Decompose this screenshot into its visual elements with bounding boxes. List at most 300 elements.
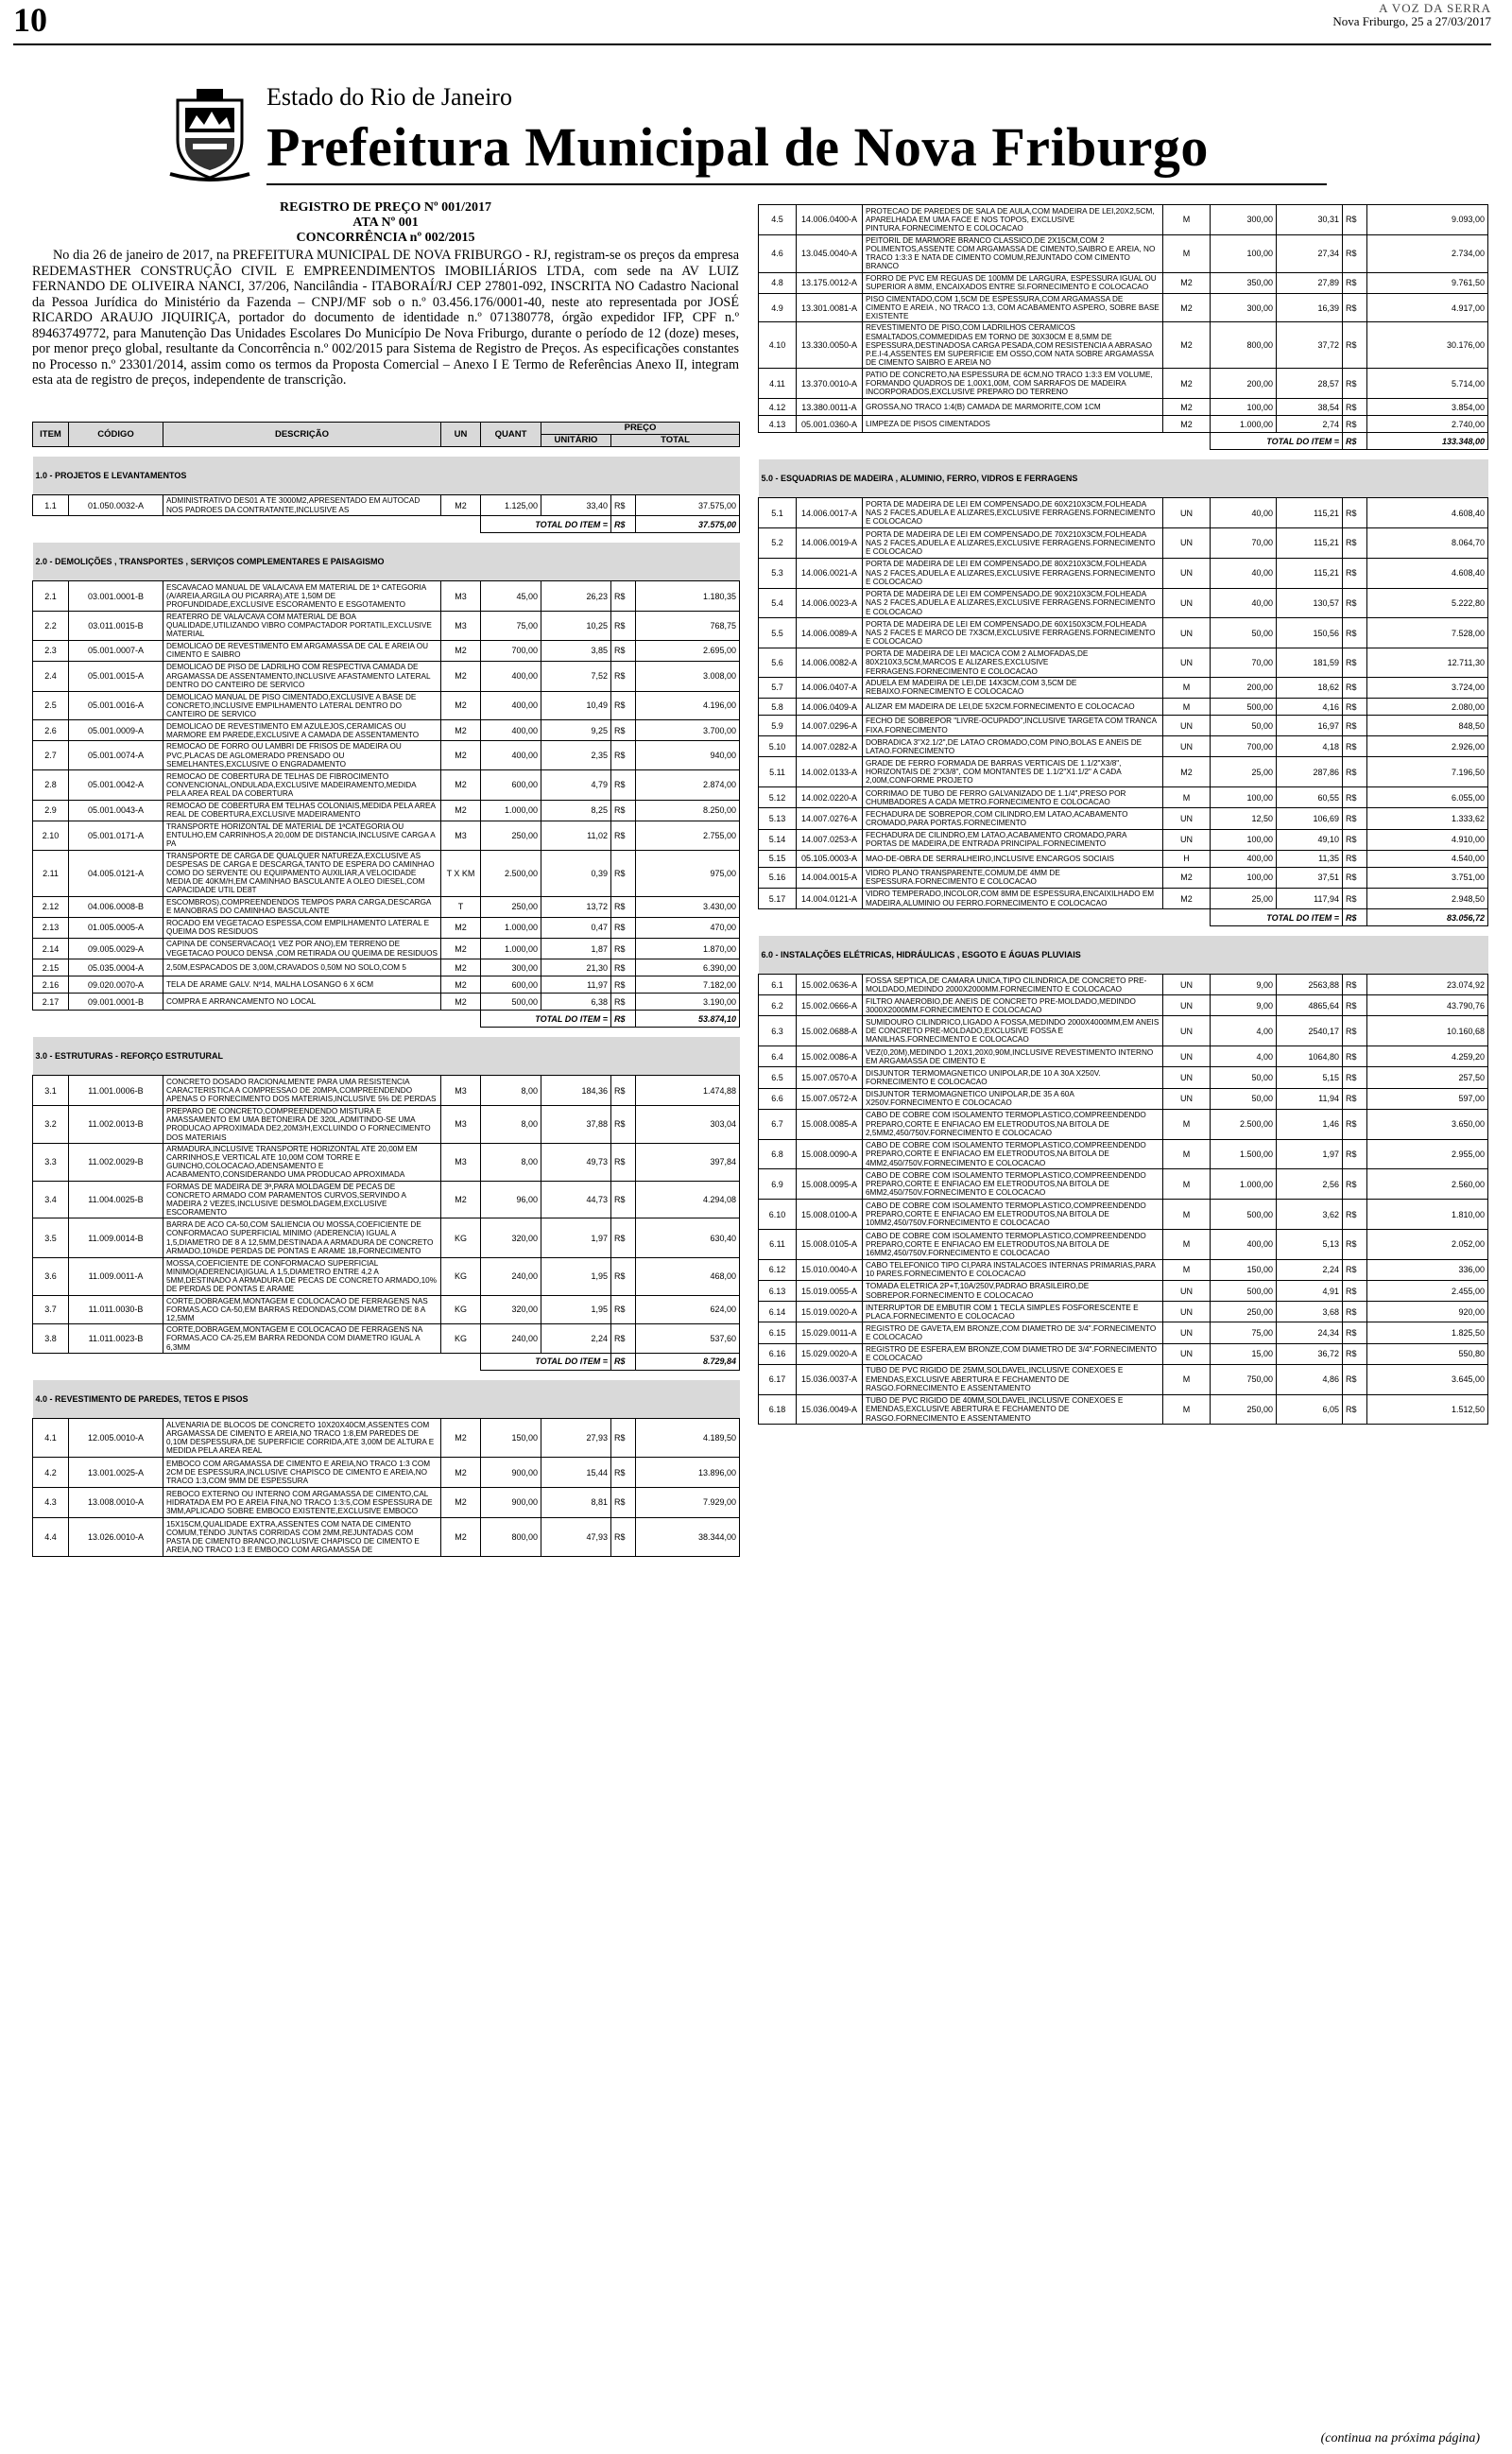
item-unit: M bbox=[1163, 1394, 1211, 1425]
item-total: 30.176,00 bbox=[1367, 322, 1488, 369]
currency-label: R$ bbox=[1343, 234, 1367, 272]
col-total: TOTAL bbox=[611, 435, 740, 447]
section-title: 1.0 - PROJETOS E LEVANTAMENTOS bbox=[33, 457, 740, 495]
currency-label: R$ bbox=[1343, 588, 1367, 618]
item-description: TRANSPORTE DE CARGA DE QUALQUER NATUREZA,EXCLUSIVE AS DESPESAS DE CARGA E DESCARGA,TANTO DE ESPERA DO CAMINHAO COMO DO SERVENTE OU EQUIPAMENTO AUXILIAR,A VELOCIDADE MEDIA DE 40KM/H,EM CAMINHAO BASCULANTE A OLEO DIESEL,COM CAPACIDADE UTIL DE8T bbox=[163, 850, 441, 896]
currency-label: R$ bbox=[611, 1517, 636, 1556]
total-label: TOTAL DO ITEM = bbox=[1211, 909, 1343, 926]
item-description: PEITORIL DE MARMORE BRANCO CLASSICO,DE 2X15CM,COM 2 POLIMENTOS,ASSENTE COM ARGAMASSA DE CIMENTO,SAIBRO E AREIA, NO TRACO 1:3:3 E NATA DE CIMENTO COMUM,REJUNTADO COM CIMENTO BRANCO bbox=[863, 234, 1163, 272]
item-total: 6.055,00 bbox=[1367, 787, 1488, 808]
item-total: 537,60 bbox=[636, 1324, 740, 1354]
section-title-row bbox=[33, 457, 740, 495]
item-quantity: 40,00 bbox=[1211, 498, 1277, 528]
item-unit: M2 bbox=[441, 691, 481, 720]
item-total: 4.917,00 bbox=[1367, 293, 1488, 322]
item-number: 6.6 bbox=[759, 1088, 797, 1109]
item-quantity: 12,50 bbox=[1211, 808, 1277, 829]
currency-label: R$ bbox=[611, 1076, 636, 1106]
table-row bbox=[759, 829, 1488, 850]
item-description: FORRO DE PVC EM REGUAS DE 100MM DE LARGURA, ESPESSURA IGUAL OU SUPERIOR A 8MM, ENCAIXADOS ENTRE SI.FORNECIMENTO E COLOCACAO bbox=[863, 272, 1163, 293]
item-total: 8.250,00 bbox=[636, 800, 740, 821]
item-quantity: 250,00 bbox=[481, 896, 541, 917]
item-number: 3.1 bbox=[33, 1076, 69, 1106]
item-unit-price: 60,55 bbox=[1277, 787, 1343, 808]
item-description: SUMIDOURO CILINDRICO,LIGADO A FOSSA,MEDINDO 2000X4000MM,EM ANEIS DE CONCRETO PRE-MOLDADO,EXCLUSIVE FOSSA E MANILHAS.FORNECIMENTO E COLOCACAO bbox=[863, 1016, 1163, 1046]
item-quantity: 1.000,00 bbox=[481, 800, 541, 821]
item-quantity: 70,00 bbox=[1211, 528, 1277, 559]
item-quantity: 75,00 bbox=[1211, 1322, 1277, 1343]
item-unit: M3 bbox=[441, 581, 481, 612]
item-description: CABO DE COBRE COM ISOLAMENTO TERMOPLASTICO,COMPREENDENDO PREPARO,CORTE E ENFIACAO EM ELETRODUTOS,NA BITOLA DE 4MM2,450/750V.FORNECIMENTO E COLOCACAO bbox=[863, 1139, 1163, 1169]
table-row bbox=[33, 1324, 740, 1354]
item-description: TOMADA ELETRICA 2P+T,10A/250V,PADRAO BRASILEIRO,DE SOBREPOR.FORNECIMENTO E COLOCACAO bbox=[863, 1281, 1163, 1302]
item-number: 6.5 bbox=[759, 1067, 797, 1088]
item-unit-price: 150,56 bbox=[1277, 618, 1343, 648]
item-quantity: 100,00 bbox=[1211, 787, 1277, 808]
currency-label: R$ bbox=[1343, 1067, 1367, 1088]
item-unit: M2 bbox=[1163, 369, 1211, 399]
item-quantity: 500,00 bbox=[481, 994, 541, 1011]
item-unit: M2 bbox=[441, 917, 481, 938]
table-row bbox=[759, 648, 1488, 678]
section-total-value: 8.729,84 bbox=[636, 1353, 740, 1370]
item-number: 6.4 bbox=[759, 1046, 797, 1067]
table-row bbox=[33, 1257, 740, 1295]
registry-number: REGISTRO DE PREÇO Nº 001/2017 bbox=[280, 200, 491, 215]
item-quantity: 320,00 bbox=[481, 1295, 541, 1324]
total-spacer bbox=[33, 516, 481, 533]
item-code: 13.370.0010-A bbox=[797, 369, 863, 399]
item-code: 15.008.0090-A bbox=[797, 1139, 863, 1169]
item-total: 13.896,00 bbox=[636, 1458, 740, 1488]
item-quantity: 500,00 bbox=[1211, 1200, 1277, 1230]
item-total: 470,00 bbox=[636, 917, 740, 938]
table-row bbox=[759, 322, 1488, 369]
item-quantity: 400,00 bbox=[1211, 1230, 1277, 1260]
item-description: MAO-DE-OBRA DE SERRALHEIRO,INCLUSIVE ENCARGOS SOCIAIS bbox=[863, 850, 1163, 867]
item-unit-price: 1,95 bbox=[541, 1257, 611, 1295]
item-quantity: 250,00 bbox=[481, 821, 541, 850]
item-description: FORMAS DE MADEIRA DE 3ª,PARA MOLDAGEM DE PECAS DE CONCRETO ARMADO COM PARAMENTOS CURVOS,SERVINDO A MADEIRA 2 VEZES,INCLUSIVE DESMOLDAGEM,EXCLUSIVE ESCORAMENTO bbox=[163, 1181, 441, 1218]
item-total: 4.196,00 bbox=[636, 691, 740, 720]
item-total: 975,00 bbox=[636, 850, 740, 896]
item-unit-price: 21,30 bbox=[541, 959, 611, 976]
section-gap bbox=[759, 926, 1488, 937]
item-quantity: 900,00 bbox=[481, 1488, 541, 1518]
item-total: 397,84 bbox=[636, 1143, 740, 1181]
total-label: TOTAL DO ITEM = bbox=[481, 516, 611, 533]
item-unit-price: 10,49 bbox=[541, 691, 611, 720]
item-code: 15.008.0085-A bbox=[797, 1109, 863, 1139]
currency-label: R$ bbox=[1343, 1259, 1367, 1280]
item-unit: M2 bbox=[441, 994, 481, 1011]
item-total: 5.222,80 bbox=[1367, 588, 1488, 618]
item-quantity: 1.000,00 bbox=[481, 938, 541, 959]
currency-label: R$ bbox=[1343, 757, 1367, 787]
col-quant: QUANT bbox=[481, 423, 541, 447]
item-unit-price: 37,51 bbox=[1277, 867, 1343, 888]
table-row bbox=[759, 588, 1488, 618]
currency-label: R$ bbox=[1343, 1302, 1367, 1322]
section-title-row bbox=[33, 1380, 740, 1419]
currency-label: R$ bbox=[1343, 399, 1367, 416]
item-number: 1.1 bbox=[33, 495, 69, 516]
item-code: 05.001.0042-A bbox=[69, 769, 163, 800]
currency-label: R$ bbox=[611, 821, 636, 850]
item-code: 14.006.0023-A bbox=[797, 588, 863, 618]
ata-number: ATA Nº 001 bbox=[352, 216, 419, 230]
col-un: UN bbox=[441, 423, 481, 447]
item-number: 6.10 bbox=[759, 1200, 797, 1230]
item-number: 5.9 bbox=[759, 716, 797, 736]
item-total: 4.259,20 bbox=[1367, 1046, 1488, 1067]
item-number: 2.6 bbox=[33, 720, 69, 741]
table-row bbox=[33, 640, 740, 661]
item-number: 6.14 bbox=[759, 1302, 797, 1322]
item-code: 11.004.0025-B bbox=[69, 1181, 163, 1218]
item-total: 2.955,00 bbox=[1367, 1139, 1488, 1169]
item-number: 2.15 bbox=[33, 959, 69, 976]
item-code: 15.002.0666-A bbox=[797, 995, 863, 1016]
table-row bbox=[759, 1200, 1488, 1230]
currency-label: R$ bbox=[611, 1257, 636, 1295]
table-row bbox=[759, 498, 1488, 528]
item-description: PORTA DE MADEIRA DE LEI MACICA COM 2 ALMOFADAS,DE 80X210X3,5CM,MARCOS E ALIZARES,EXCLUSIVE FERRAGENS.FORNECIMENTO E COLOCACAO bbox=[863, 648, 1163, 678]
currency-label: R$ bbox=[1343, 1200, 1367, 1230]
edition-date: Nova Friburgo, 25 a 27/03/2017 bbox=[1332, 14, 1491, 28]
currency-label: R$ bbox=[1343, 716, 1367, 736]
item-total: 3.650,00 bbox=[1367, 1109, 1488, 1139]
item-total: 9.761,50 bbox=[1367, 272, 1488, 293]
table-row bbox=[759, 1230, 1488, 1260]
item-code: 05.001.0015-A bbox=[69, 661, 163, 691]
item-total: 2.052,00 bbox=[1367, 1230, 1488, 1260]
table-row bbox=[33, 769, 740, 800]
item-description: FECHADURA DE SOBREPOR,COM CILINDRO,EM LATAO,ACABAMENTO CROMADO,PARA PORTAS.FORNECIMENTO bbox=[863, 808, 1163, 829]
item-number: 2.8 bbox=[33, 769, 69, 800]
item-code: 13.330.0050-A bbox=[797, 322, 863, 369]
currency-label: R$ bbox=[611, 1488, 636, 1518]
item-number: 2.11 bbox=[33, 850, 69, 896]
item-unit-price: 11,35 bbox=[1277, 850, 1343, 867]
item-unit: M2 bbox=[441, 1517, 481, 1556]
currency-label: R$ bbox=[1343, 808, 1367, 829]
item-total: 7.182,00 bbox=[636, 976, 740, 994]
item-description: VEZ(0,20M),MEDINDO 1,20X1,20X0,90M,INCLUSIVE REVESTIMENTO INTERNO EM ARGAMASSA DE CIMENTO E bbox=[863, 1046, 1163, 1067]
item-code: 11.011.0023-B bbox=[69, 1324, 163, 1354]
item-total: 303,04 bbox=[636, 1105, 740, 1143]
item-code: 04.005.0121-A bbox=[69, 850, 163, 896]
item-total: 1.810,00 bbox=[1367, 1200, 1488, 1230]
table-row bbox=[759, 1169, 1488, 1200]
table-row bbox=[33, 1418, 740, 1457]
item-code: 05.001.0043-A bbox=[69, 800, 163, 821]
currency-label: R$ bbox=[611, 516, 636, 533]
item-description: PORTA DE MADEIRA DE LEI EM COMPENSADO,DE 80X210X3CM,FOLHEADA NAS 2 FACES,ADUELA E ALIZARES,EXCLUSIVE FERRAGENS.FORNECIMENTO E COLOCACAO bbox=[863, 558, 1163, 588]
section-gap bbox=[33, 1370, 740, 1380]
item-unit-price: 24,34 bbox=[1277, 1322, 1343, 1343]
item-unit: M2 bbox=[441, 720, 481, 741]
newspaper-header bbox=[1332, 2, 1491, 28]
currency-label: R$ bbox=[611, 1181, 636, 1218]
item-unit: M2 bbox=[441, 938, 481, 959]
col-item: ITEM bbox=[33, 423, 69, 447]
item-code: 15.008.0105-A bbox=[797, 1230, 863, 1260]
item-unit-price: 27,93 bbox=[541, 1418, 611, 1457]
item-unit: M bbox=[1163, 1364, 1211, 1394]
item-unit-price: 1,97 bbox=[1277, 1139, 1343, 1169]
total-label: TOTAL DO ITEM = bbox=[481, 1011, 611, 1028]
item-total: 2.080,00 bbox=[1367, 699, 1488, 716]
intro-paragraph: No dia 26 de janeiro de 2017, na PREFEITURA MUNICIPAL DE NOVA FRIBURGO - RJ, registram-se os preços da empresa REDEMASTHER CONSTRUÇÃO CIVIL E EMPREENDIMENTOS IMOBILIÁRIOS LTDA, com sede na AV LUIZ FERNANDO DE OLIVEIRA NANCI, 37/206, Nancilândia - ITABORAÍ/RJ CEP 27801-092, INSCRITA NO Cadastro Nacional da Pessoa Jurídica do Ministério da Fazenda – CNPJ/MF sob o n.º 03.456.176/0001-40, neste ato representada por JOSÉ RICARDO ARAUJO JIQUIRIÇA, portador do documento de identidade n.º 071380778, órgão expedidor IFP, CPF n.º 89463749772, para Manutenção Das Unidades Escolares Do Município De Nova Friburgo, durante o período de 12 (doze) meses, por menor preço global, resultante da Concorrência n.º 002/2015 para Sistema de Registro de Preços. As especificações constantes no Processo n.º 23301/2014, assim como os termos da Proposta Comercial – Anexo I E Termo de Referências Anexo II, integram esta ata de registro de preços, independente de transcrição. bbox=[32, 248, 739, 388]
section-title: 6.0 - INSTALAÇÕES ELÉTRICAS, HIDRÁULICAS , ESGOTO E ÁGUAS PLUVIAIS bbox=[759, 936, 1488, 975]
item-quantity: 400,00 bbox=[481, 720, 541, 741]
item-code: 13.045.0040-A bbox=[797, 234, 863, 272]
item-number: 2.14 bbox=[33, 938, 69, 959]
currency-label: R$ bbox=[1343, 867, 1367, 888]
section-gap bbox=[33, 1028, 740, 1038]
item-code: 15.019.0020-A bbox=[797, 1302, 863, 1322]
item-total: 257,50 bbox=[1367, 1067, 1488, 1088]
item-unit: M2 bbox=[441, 800, 481, 821]
item-unit-price: 4865,64 bbox=[1277, 995, 1343, 1016]
item-unit-price: 2540,17 bbox=[1277, 1016, 1343, 1046]
item-unit: T bbox=[441, 896, 481, 917]
section-total-value: 53.874,10 bbox=[636, 1011, 740, 1028]
item-unit: M2 bbox=[441, 1488, 481, 1518]
item-description: PROTECAO DE PAREDES DE SALA DE AULA,COM MADEIRA DE LEI,20X2,5CM, APARELHADA EM UMA FACE E NOS TOPOS, EXCLUSIVE PINTURA.FORNECIMENTO E COLOCACAO bbox=[863, 205, 1163, 235]
item-quantity: 4,00 bbox=[1211, 1046, 1277, 1067]
item-unit: KG bbox=[441, 1218, 481, 1257]
item-description: CABO DE COBRE COM ISOLAMENTO TERMOPLASTICO,COMPREENDENDO PREPARO,CORTE E ENFIACAO EM ELETRODUTOS,NA BITOLA DE 10MM2,450/750V.FORNECIMENTO E COLOCACAO bbox=[863, 1200, 1163, 1230]
item-total: 2.740,00 bbox=[1367, 416, 1488, 433]
item-description: 2,50M,ESPACADOS DE 3,00M,CRAVADOS 0,50M NO SOLO,COM 5 bbox=[163, 959, 441, 976]
currency-label: R$ bbox=[1343, 648, 1367, 678]
currency-label: R$ bbox=[611, 917, 636, 938]
item-description: DISJUNTOR TERMOMAGNETICO UNIPOLAR,DE 35 A 60A X250V.FORNECIMENTO E COLOCACAO bbox=[863, 1088, 1163, 1109]
item-unit: M bbox=[1163, 699, 1211, 716]
item-unit-price: 117,94 bbox=[1277, 888, 1343, 908]
item-number: 3.2 bbox=[33, 1105, 69, 1143]
item-quantity: 320,00 bbox=[481, 1218, 541, 1257]
item-number: 6.9 bbox=[759, 1169, 797, 1200]
item-number: 6.18 bbox=[759, 1394, 797, 1425]
item-unit-price: 9,25 bbox=[541, 720, 611, 741]
table-row bbox=[759, 736, 1488, 757]
item-total: 2.734,00 bbox=[1367, 234, 1488, 272]
item-description: MOSSA,COEFICIENTE DE CONFORMACAO SUPERFICIAL MINIMO(ADERENCIA)IGUAL A 1,5,DIAMETRO ENTRE 4,2 A 5MM,DESTINADO A ARMADURA DE PECAS DE CONCRETO ARMADO,10% DE PERDAS DE PONTAS E ARAME bbox=[163, 1257, 441, 1295]
item-code: 12.005.0010-A bbox=[69, 1418, 163, 1457]
item-number: 4.13 bbox=[759, 416, 797, 433]
item-code: 14.006.0082-A bbox=[797, 648, 863, 678]
item-description: ROCADO EM VEGETACAO ESPESSA,COM EMPILHAMENTO LATERAL E QUEIMA DOS RESIDUOS bbox=[163, 917, 441, 938]
item-quantity: 800,00 bbox=[1211, 322, 1277, 369]
item-description: REMOCAO DE COBERTURA DE TELHAS DE FIBROCIMENTO CONVENCIONAL,ONDULADA,EXCLUSIVE MADEIRAMENTO,MEDIDA PELA AREA REAL DA COBERTURA bbox=[163, 769, 441, 800]
currency-label: R$ bbox=[1343, 1109, 1367, 1139]
item-number: 2.17 bbox=[33, 994, 69, 1011]
item-unit-price: 47,93 bbox=[541, 1517, 611, 1556]
item-number: 6.15 bbox=[759, 1322, 797, 1343]
currency-label: R$ bbox=[611, 1143, 636, 1181]
item-total: 3.700,00 bbox=[636, 720, 740, 741]
item-number: 6.7 bbox=[759, 1109, 797, 1139]
table-row bbox=[759, 528, 1488, 559]
item-description: FILTRO ANAEROBIO,DE ANEIS DE CONCRETO PRE-MOLDADO,MEDINDO 3000X2000MM.FORNECIMENTO E COLOCACAO bbox=[863, 995, 1163, 1016]
item-description: REGISTRO DE ESFERA,EM BRONZE,COM DIAMETRO DE 3/4".FORNECIMENTO E COLOCACAO bbox=[863, 1343, 1163, 1364]
currency-label: R$ bbox=[611, 1011, 636, 1028]
item-description: REMOCAO DE FORRO OU LAMBRI DE FRISOS DE MADEIRA OU PVC,PLACAS DE AGLOMERADO PRENSADO OU SEMELHANTES,EXCLUSIVE O ENGRADAMENTO bbox=[163, 741, 441, 770]
currency-label: R$ bbox=[611, 741, 636, 770]
item-unit: UN bbox=[1163, 1281, 1211, 1302]
currency-label: R$ bbox=[1343, 909, 1367, 926]
item-unit: UN bbox=[1163, 1302, 1211, 1322]
item-quantity: 300,00 bbox=[481, 959, 541, 976]
item-number: 6.16 bbox=[759, 1343, 797, 1364]
item-description: REBOCO EXTERNO OU INTERNO COM ARGAMASSA DE CIMENTO,CAL HIDRATADA EM PO E AREIA FINA,NO TRACO 1:3:5,COM ESPESSURA DE 3MM,APLICADO SOBRE EMBOCO EXISTENTE,EXCLUSIVE EMBOCO bbox=[163, 1488, 441, 1518]
currency-label: R$ bbox=[611, 640, 636, 661]
table-row bbox=[33, 917, 740, 938]
item-quantity: 2.500,00 bbox=[1211, 1109, 1277, 1139]
table-row bbox=[759, 1067, 1488, 1088]
item-description: CABO DE COBRE COM ISOLAMENTO TERMOPLASTICO,COMPREENDENDO PREPARO,CORTE E ENFIACAO EM ELETRODUTOS,NA BITOLA DE 2,5MM2,450/750V.FORNECIMENTO E COLOCACAO bbox=[863, 1109, 1163, 1139]
item-unit-price: 287,86 bbox=[1277, 757, 1343, 787]
item-description: CORRIMAO DE TUBO DE FERRO GALVANIZADO DE 1.1/4",PRESO POR CHUMBADORES A CADA METRO.FORNECIMENTO E COLOCACAO bbox=[863, 787, 1163, 808]
item-unit: M2 bbox=[441, 1418, 481, 1457]
item-unit: M bbox=[1163, 1139, 1211, 1169]
item-unit: UN bbox=[1163, 618, 1211, 648]
item-code: 05.001.0009-A bbox=[69, 720, 163, 741]
currency-label: R$ bbox=[1343, 829, 1367, 850]
item-total: 1.180,35 bbox=[636, 581, 740, 612]
item-number: 5.1 bbox=[759, 498, 797, 528]
table-row bbox=[759, 1302, 1488, 1322]
item-total: 1.825,50 bbox=[1367, 1322, 1488, 1343]
item-unit-price: 27,34 bbox=[1277, 234, 1343, 272]
item-unit-price: 2,56 bbox=[1277, 1169, 1343, 1200]
table-row bbox=[759, 1046, 1488, 1067]
item-unit-price: 0,47 bbox=[541, 917, 611, 938]
section-title-row bbox=[759, 936, 1488, 975]
currency-label: R$ bbox=[1343, 1169, 1367, 1200]
currency-label: R$ bbox=[1343, 995, 1367, 1016]
item-code: 15.007.0572-A bbox=[797, 1088, 863, 1109]
section-gap bbox=[759, 450, 1488, 460]
item-total: 1.333,62 bbox=[1367, 808, 1488, 829]
item-number: 5.17 bbox=[759, 888, 797, 908]
item-code: 15.007.0570-A bbox=[797, 1067, 863, 1088]
item-description: BARRA DE ACO CA-50,COM SALIENCIA OU MOSSA,COEFICIENTE DE CONFORMACAO SUPERFICIAL MINIMO (ADERENCIA) IGUAL A 1,5,DIAMETRO DE 8 A 12,5MM,DESTINADA A ARMADURA DE CONCRETO ARMADO,10%DE PERDAS DE PONTAS E ARAME 18,FORNECIMENTO bbox=[163, 1218, 441, 1257]
item-quantity: 75,00 bbox=[481, 611, 541, 640]
item-code: 15.002.0086-A bbox=[797, 1046, 863, 1067]
item-number: 4.11 bbox=[759, 369, 797, 399]
table-row bbox=[759, 1281, 1488, 1302]
item-total: 768,75 bbox=[636, 611, 740, 640]
item-number: 5.7 bbox=[759, 677, 797, 698]
item-code: 13.301.0081-A bbox=[797, 293, 863, 322]
item-unit: UN bbox=[1163, 808, 1211, 829]
section-gap bbox=[33, 533, 740, 544]
item-total: 10.160,68 bbox=[1367, 1016, 1488, 1046]
item-unit-price: 3,62 bbox=[1277, 1200, 1343, 1230]
item-description: PISO CIMENTADO,COM 1,5CM DE ESPESSURA,COM ARGAMASSA DE CIMENTO E AREIA , NO TRACO 1:3, COM ACABAMENTO ASPERO, SOBRE BASE EXISTENTE bbox=[863, 293, 1163, 322]
item-quantity: 2.500,00 bbox=[481, 850, 541, 896]
item-total: 4.910,00 bbox=[1367, 829, 1488, 850]
item-number: 3.6 bbox=[33, 1257, 69, 1295]
item-description: REGISTRO DE GAVETA,EM BRONZE,COM DIAMETRO DE 3/4".FORNECIMENTO E COLOCACAO bbox=[863, 1322, 1163, 1343]
item-quantity: 1.000,00 bbox=[1211, 416, 1277, 433]
item-quantity: 25,00 bbox=[1211, 757, 1277, 787]
currency-label: R$ bbox=[1343, 416, 1367, 433]
item-number: 5.13 bbox=[759, 808, 797, 829]
item-description: CAPINA DE CONSERVACAO(1 VEZ POR ANO),EM TERRENO DE VEGETACAO POUCO DENSA ,COM RETIRADA OU QUEIMA DE RESIDUOS bbox=[163, 938, 441, 959]
table-header-row bbox=[33, 423, 740, 435]
currency-label: R$ bbox=[611, 938, 636, 959]
item-unit: M bbox=[1163, 787, 1211, 808]
item-description: CORTE,DOBRAGEM,MONTAGEM E COLOCACAO DE FERRAGENS NAS FORMAS,ACO CA-50,EM BARRAS REDONDAS,COM DIAMETRO DE 8 A 12,5MM bbox=[163, 1295, 441, 1324]
item-number: 4.8 bbox=[759, 272, 797, 293]
item-total: 2.926,00 bbox=[1367, 736, 1488, 757]
item-quantity: 150,00 bbox=[481, 1418, 541, 1457]
col-codigo: CÓDIGO bbox=[69, 423, 163, 447]
item-unit-price: 11,97 bbox=[541, 976, 611, 994]
item-number: 6.17 bbox=[759, 1364, 797, 1394]
item-code: 14.002.0220-A bbox=[797, 787, 863, 808]
item-total: 4.189,50 bbox=[636, 1418, 740, 1457]
item-unit: UN bbox=[1163, 558, 1211, 588]
section-total-value: 37.575,00 bbox=[636, 516, 740, 533]
item-number: 5.4 bbox=[759, 588, 797, 618]
table-row bbox=[759, 888, 1488, 908]
item-unit: UN bbox=[1163, 736, 1211, 757]
table-row bbox=[759, 399, 1488, 416]
item-number: 2.1 bbox=[33, 581, 69, 612]
item-quantity: 700,00 bbox=[1211, 736, 1277, 757]
table-row bbox=[33, 1458, 740, 1488]
item-code: 15.036.0049-A bbox=[797, 1394, 863, 1425]
prefeitura-title: Prefeitura Municipal de Nova Friburgo bbox=[266, 116, 1209, 178]
item-quantity: 400,00 bbox=[481, 691, 541, 720]
left-table-body bbox=[33, 423, 740, 1557]
currency-label: R$ bbox=[1343, 322, 1367, 369]
item-code: 15.008.0095-A bbox=[797, 1169, 863, 1200]
item-unit: M2 bbox=[441, 640, 481, 661]
item-unit-price: 26,23 bbox=[541, 581, 611, 612]
item-unit-price: 33,40 bbox=[541, 495, 611, 516]
item-description: CABO DE COBRE COM ISOLAMENTO TERMOPLASTICO,COMPREENDENDO PREPARO,CORTE E ENFIACAO EM ELETRODUTOS,NA BITOLA DE 16MM2,450/750V.FORNECIMENTO E COLOCACAO bbox=[863, 1230, 1163, 1260]
item-description: FECHO DE SOBREPOR "LIVRE-OCUPADO",INCLUSIVE TARGETA COM TRANCA FIXA.FORNECIMENTO bbox=[863, 716, 1163, 736]
item-unit: M3 bbox=[441, 1076, 481, 1106]
item-unit-price: 1064,80 bbox=[1277, 1046, 1343, 1067]
item-quantity: 400,00 bbox=[481, 661, 541, 691]
item-code: 15.029.0020-A bbox=[797, 1343, 863, 1364]
item-description: ADMINISTRATIVO DES01 A TE 3000M2,APRESENTADO EM AUTOCAD NOS PADROES DA CONTRATANTE,INCLUSIVE AS bbox=[163, 495, 441, 516]
item-code: 13.008.0010-A bbox=[69, 1488, 163, 1518]
item-number: 2.5 bbox=[33, 691, 69, 720]
currency-label: R$ bbox=[611, 1218, 636, 1257]
gap-cell bbox=[33, 533, 740, 544]
item-code: 11.009.0014-B bbox=[69, 1218, 163, 1257]
item-quantity: 600,00 bbox=[481, 976, 541, 994]
registry-intro bbox=[32, 200, 739, 389]
item-total: 1.512,50 bbox=[1367, 1394, 1488, 1425]
item-code: 05.001.0171-A bbox=[69, 821, 163, 850]
table-row bbox=[759, 677, 1488, 698]
currency-label: R$ bbox=[1343, 618, 1367, 648]
item-unit-price: 11,94 bbox=[1277, 1088, 1343, 1109]
item-total: 3.854,00 bbox=[1367, 399, 1488, 416]
item-quantity: 1.000,00 bbox=[481, 917, 541, 938]
item-total: 3.008,00 bbox=[636, 661, 740, 691]
